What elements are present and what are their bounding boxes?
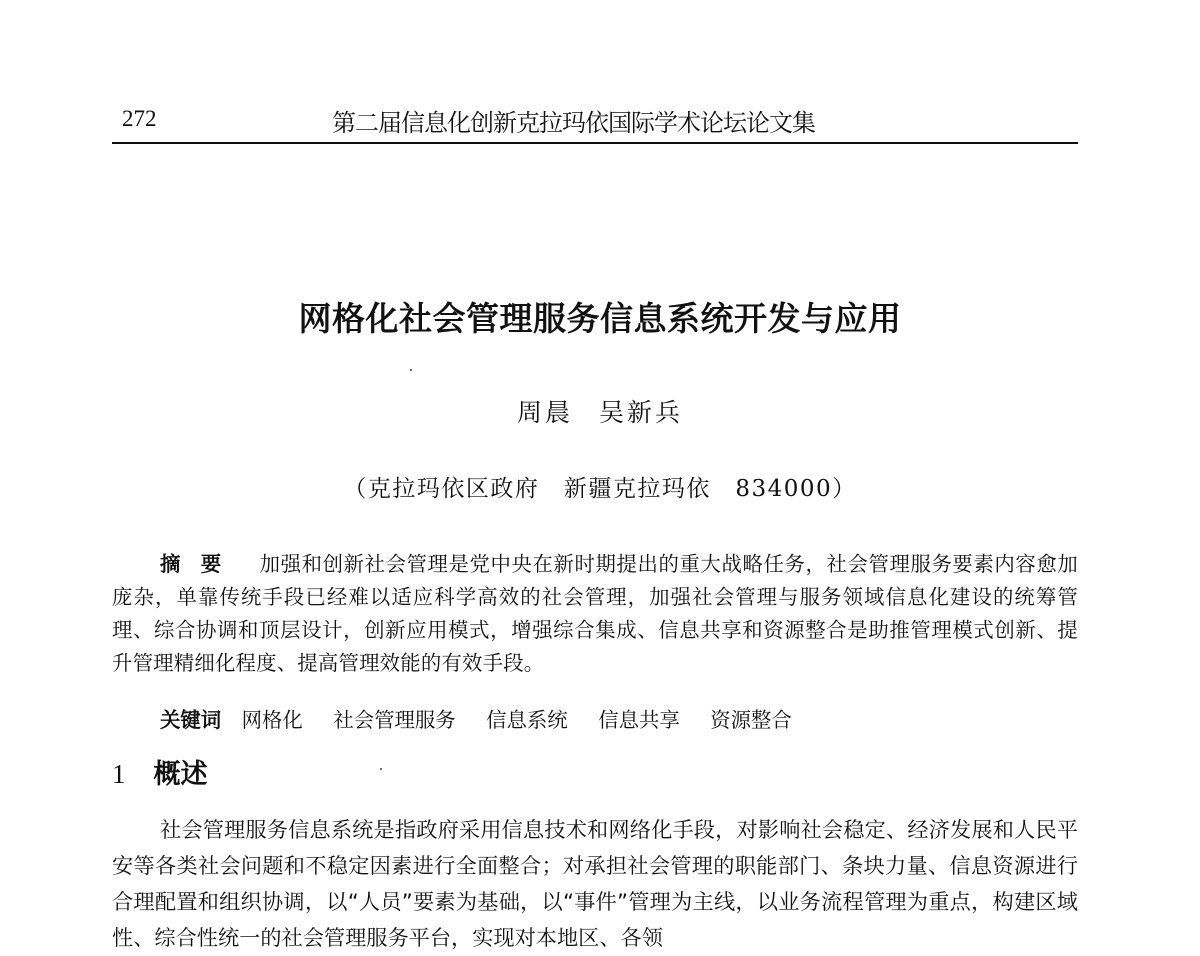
author-name: 吴新兵 <box>599 398 684 427</box>
keywords <box>160 704 816 733</box>
running-header <box>112 100 1078 144</box>
abstract-label: 摘要 <box>160 552 242 576</box>
keyword: 网格化 <box>241 708 303 732</box>
section-title: 概述 <box>153 759 208 790</box>
keyword: 社会管理服务 <box>333 708 456 732</box>
section-body <box>112 812 1078 956</box>
section-heading <box>112 752 208 791</box>
keyword: 信息共享 <box>598 708 680 732</box>
keyword: 信息系统 <box>486 708 568 732</box>
paper-title: 网格化社会管理服务信息系统开发与应用 <box>298 299 902 338</box>
author-name: 周晨 <box>516 398 573 427</box>
author-list <box>0 393 1200 429</box>
scan-speck <box>380 768 382 770</box>
page-number: 272 <box>122 106 157 131</box>
keywords-label: 关键词 <box>160 708 222 732</box>
keyword: 资源整合 <box>710 708 792 732</box>
running-title: 第二届信息化创新克拉玛依国际学术论坛论文集 <box>332 109 815 137</box>
abstract <box>112 548 1078 680</box>
scan-speck <box>410 369 412 371</box>
section-number: 1 <box>112 759 126 789</box>
abstract-text: 加强和创新社会管理是党中央在新时期提出的重大战略任务，社会管理服务要素内容愈加庞杂，单靠传统手段已经难以适应科学高效的社会管理，加强社会管理与服务领域信息化建设的统筹管理、综合协调和顶层设计，创新应用模式，增强综合集成、信息共享和资源整合是助推管理模式创新、提升管理精细化程度、提高管理效能的有效手段。 <box>112 552 1079 675</box>
affiliation: （克拉玛依区政府 新疆克拉玛依 834000） <box>343 476 857 502</box>
body-paragraph: 社会管理服务信息系统是指政府采用信息技术和网络化手段，对影响社会稳定、经济发展和人民平安等各类社会问题和不稳定因素进行全面整合；对承担社会管理的职能部门、条块力量、信息资源进行合理配置和组织协调，以“人员”要素为基础，以“事件”管理为主线，以业务流程管理为重点，构建区域性、综合性统一的社会管理服务平台，实现对本地区、各领 <box>112 817 1078 950</box>
